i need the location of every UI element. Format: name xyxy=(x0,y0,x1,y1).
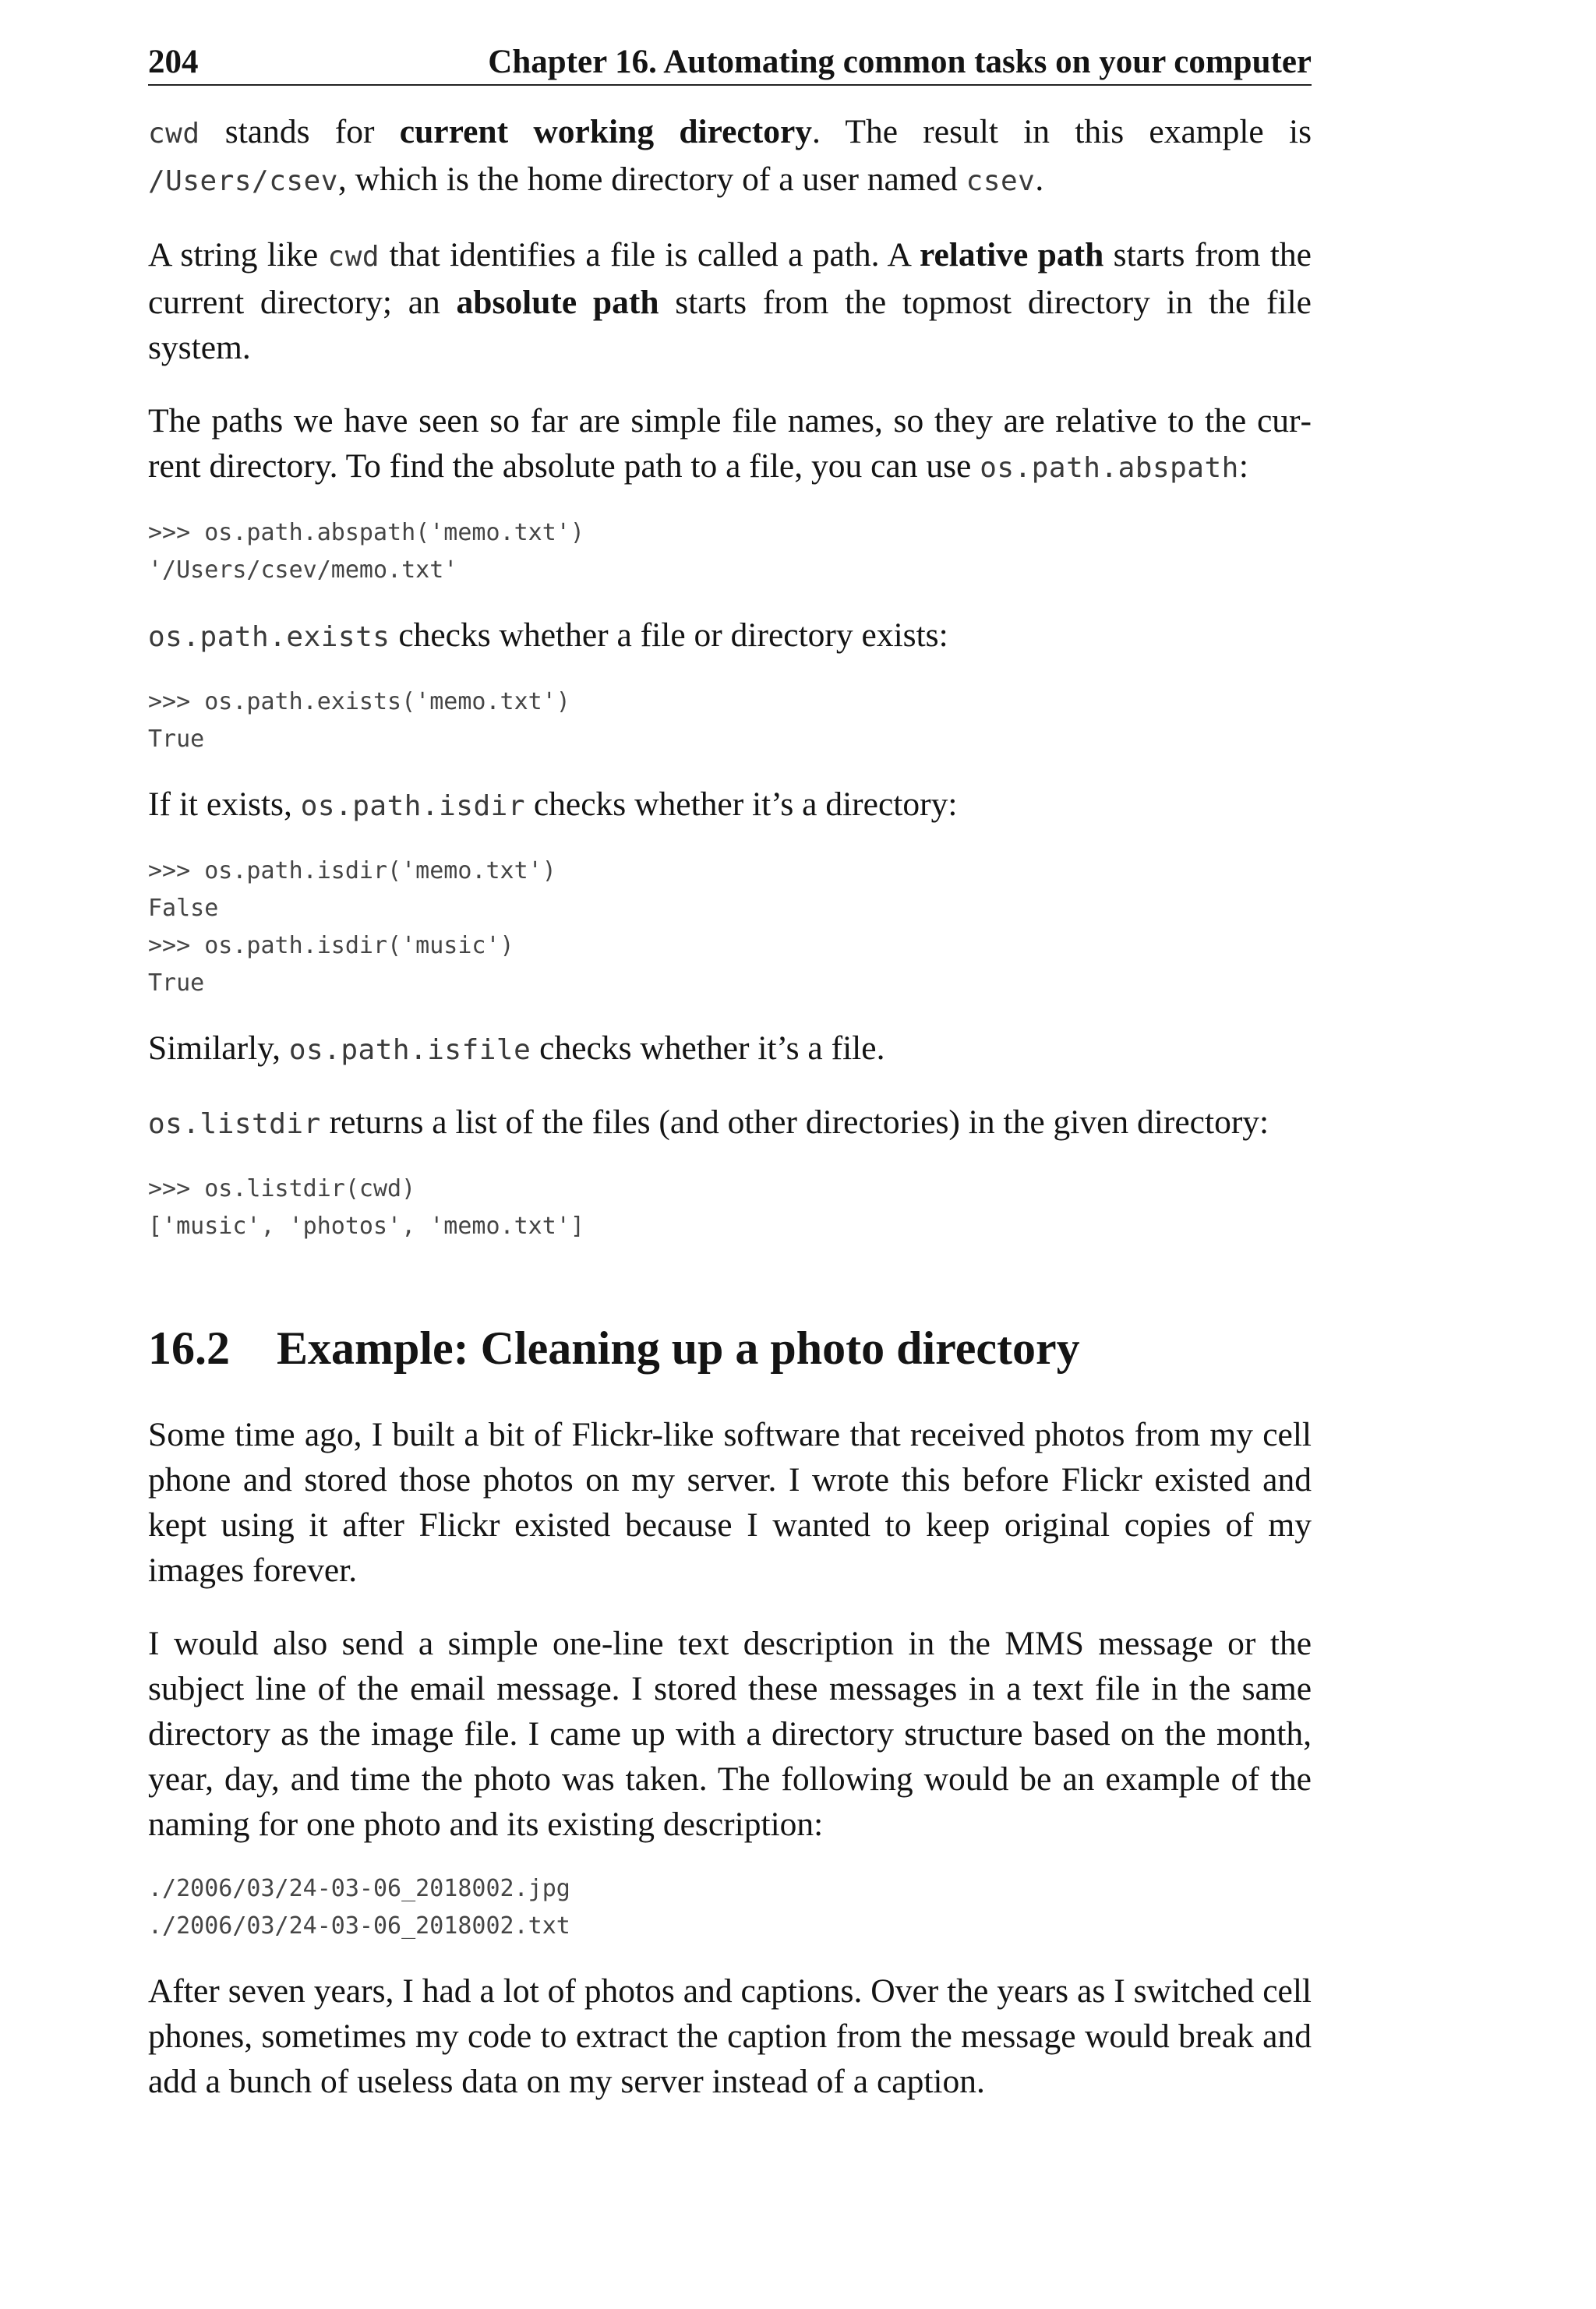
text-span: . The result in this example is xyxy=(812,113,1312,150)
code-line: True xyxy=(148,726,205,753)
paragraph-mms-description: I would also send a simple one-line text description in the MMS message or the subject line of the email message. I stored these messages in a text file in the same directory as the image file. I came up with a directory structure based on the month, year, day, and time the photo was taken. The following would be an example of the naming for one photo and its existing description: xyxy=(148,1625,1312,1843)
section-title: Example: Cleaning up a photo directory xyxy=(277,1322,1080,1374)
inline-code: os.path.abspath xyxy=(980,452,1239,484)
inline-code: /Users/csev xyxy=(148,165,338,197)
paragraph-flickr-software: Some time ago, I built a bit of Flickr-like software that received photos from my cell phone and stored those photos on my server. I wrote this before Flickr existed and kept using it after Flickr existed because I wanted to keep original copies of my images forever. xyxy=(148,1416,1312,1589)
code-block xyxy=(148,1870,1312,1945)
code-line: ./2006/03/24-03-06_2018002.txt xyxy=(148,1912,570,1940)
text-span: . xyxy=(1035,161,1044,198)
code-line: >>> os.listdir(cwd) xyxy=(148,1175,416,1202)
section-number: 16.2 xyxy=(148,1322,230,1374)
code-line: False xyxy=(148,895,219,922)
text-span: The paths we have seen so far are simple file names, so they are relative to the current directory. To find the absolute path to a file, you can use xyxy=(148,402,1312,485)
paragraph-path-definition xyxy=(148,232,1312,370)
code-block xyxy=(148,853,1312,1002)
text-span: stands for xyxy=(200,113,400,150)
text-span: Similarly, xyxy=(148,1029,289,1067)
code-block xyxy=(148,683,1312,758)
inline-code: os.path.isdir xyxy=(300,790,525,822)
text-span: checks whether it’s a file. xyxy=(531,1029,885,1067)
bold-term: current working directory xyxy=(399,113,813,150)
inline-code: cwd xyxy=(148,118,200,150)
code-line: >>> os.path.abspath('memo.txt') xyxy=(148,519,584,546)
running-header xyxy=(148,41,1312,86)
chapter-title: Chapter 16. Automating common tasks on your computer xyxy=(488,44,1312,80)
inline-code: cwd xyxy=(327,241,380,273)
inline-code: os.listdir xyxy=(148,1108,321,1140)
inline-code: os.path.isfile xyxy=(288,1034,531,1066)
inline-code: os.path.exists xyxy=(148,621,390,653)
bold-term: absolute path xyxy=(456,284,659,321)
code-line: ['music', 'photos', 'memo.txt'] xyxy=(148,1213,584,1240)
bold-term: relative path xyxy=(919,236,1104,274)
text-span: starts from the topmost directory in the file system. xyxy=(148,284,1312,366)
page-number: 204 xyxy=(148,44,199,80)
book-page xyxy=(148,41,1312,2104)
text-span: starts from the current directory; an xyxy=(148,236,1312,321)
paragraph-isfile xyxy=(148,1026,1312,1073)
text-span: A string like xyxy=(148,236,328,274)
paragraph-seven-years: After seven years, I had a lot of photos and captions. Over the years as I switched cell phones, sometimes my code to extract the caption from the message would break and add a bunch of useless data on my server instead of a caption. xyxy=(148,1972,1312,2100)
paragraph-cwd-definition xyxy=(148,109,1312,204)
paragraph-abspath-intro xyxy=(148,398,1312,491)
code-block xyxy=(148,514,1312,589)
paragraph-exists xyxy=(148,613,1312,660)
paragraph-isdir xyxy=(148,782,1312,829)
code-line: >>> os.path.isdir('memo.txt') xyxy=(148,857,556,884)
paragraph-listdir xyxy=(148,1100,1312,1147)
code-line: >>> os.path.isdir('music') xyxy=(148,932,514,959)
text-span: If it exists, xyxy=(148,786,301,823)
code-line: True xyxy=(148,969,205,997)
section-heading xyxy=(148,1317,1312,1379)
code-line: ./2006/03/24-03-06_2018002.jpg xyxy=(148,1875,570,1902)
code-line: >>> os.path.exists('memo.txt') xyxy=(148,688,570,715)
inline-code: csev xyxy=(966,165,1036,197)
text-span: checks whether it’s a directory: xyxy=(525,786,958,823)
text-span: , which is the home directory of a user named xyxy=(337,161,966,198)
code-block xyxy=(148,1170,1312,1245)
text-span: returns a list of the files (and other directories) in the given directory: xyxy=(320,1103,1269,1141)
text-span: checks whether a file or directory exists: xyxy=(390,616,948,654)
text-span: that identifies a file is called a path. A xyxy=(380,236,920,274)
code-line: '/Users/csev/memo.txt' xyxy=(148,556,458,584)
text-span: : xyxy=(1238,447,1248,485)
